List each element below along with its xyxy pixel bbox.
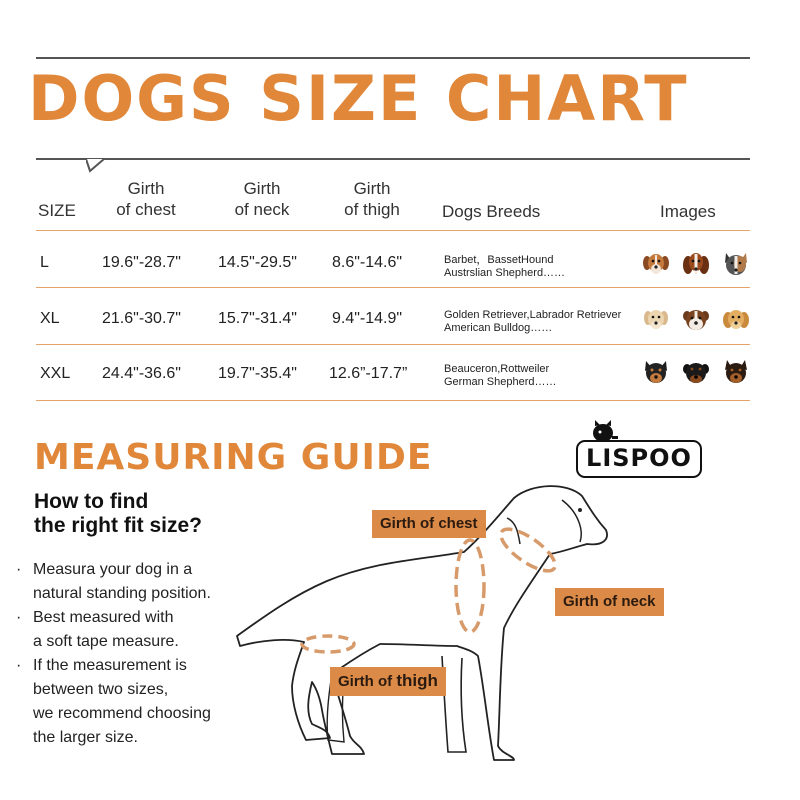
tip-item: · Best measured with a soft tape measure. bbox=[14, 606, 274, 654]
cell-breeds: Golden Retriever,Labrador Retriever American Bulldog…… bbox=[444, 309, 622, 334]
cell-thigh: 9.4"-14.9" bbox=[332, 310, 403, 327]
shepherd-icon bbox=[722, 250, 750, 278]
cell-thigh: 8.6"-14.6" bbox=[332, 254, 403, 271]
spaniel-icon bbox=[682, 250, 710, 278]
cell-neck: 14.5"-29.5" bbox=[218, 254, 297, 271]
bulldog-icon bbox=[682, 306, 710, 334]
cell-size: XL bbox=[40, 310, 60, 327]
title-bottom-rule bbox=[36, 158, 750, 160]
cell-size: L bbox=[40, 254, 49, 271]
header-chest: Girth of chest bbox=[116, 179, 176, 219]
neck-label: Girth of neck bbox=[555, 588, 664, 616]
cell-thigh: 12.6”-17.7” bbox=[329, 365, 408, 382]
header-breeds: Dogs Breeds bbox=[442, 202, 541, 221]
cell-chest: 21.6"-30.7" bbox=[102, 310, 181, 327]
german-shepherd-icon bbox=[722, 358, 750, 386]
bullet: · bbox=[16, 657, 22, 674]
guide-subtitle: How to find the right fit size? bbox=[34, 490, 202, 537]
header-thigh: Girth of thigh bbox=[344, 179, 400, 219]
header-neck: Girth of neck bbox=[234, 179, 290, 219]
brand-logo: LISPOO bbox=[576, 440, 702, 478]
header-images: Images bbox=[660, 202, 716, 221]
table-line bbox=[36, 400, 750, 401]
header-size: SIZE bbox=[38, 201, 76, 220]
speech-notch-icon bbox=[86, 158, 116, 174]
beagle-icon bbox=[642, 250, 670, 278]
table-line bbox=[36, 344, 750, 345]
table-line bbox=[36, 287, 750, 288]
bullet: · bbox=[16, 561, 22, 578]
golden-retriever-icon bbox=[722, 306, 750, 334]
cell-chest: 19.6"-28.7" bbox=[102, 254, 181, 271]
thigh-word: thigh bbox=[396, 671, 438, 690]
chest-label: Girth of chest bbox=[372, 510, 486, 538]
tip-item: · If the measurement is between two sizes, we recommend choosing the larger size. bbox=[14, 654, 274, 750]
page-title: DOGS SIZE CHART bbox=[28, 62, 689, 135]
tip-item: · Measura your dog in a natural standing position. bbox=[14, 558, 274, 606]
guide-title: MEASURING GUIDE bbox=[34, 437, 433, 478]
beauceron-icon bbox=[642, 358, 670, 386]
cell-breeds: Barbet，BassetHound Austrslian Shepherd…… bbox=[444, 254, 566, 279]
thigh-label: Girth of thigh bbox=[330, 667, 446, 696]
bullet: · bbox=[16, 609, 22, 626]
labrador-icon bbox=[642, 306, 670, 334]
cell-breeds: Beauceron,Rottweiler German Shepherd…… bbox=[444, 363, 557, 388]
cell-chest: 24.4"-36.6" bbox=[102, 365, 181, 382]
cell-neck: 19.7"-35.4" bbox=[218, 365, 297, 382]
cell-size: XXL bbox=[40, 365, 71, 382]
table-line bbox=[36, 230, 750, 231]
cell-neck: 15.7"-31.4" bbox=[218, 310, 297, 327]
top-rule bbox=[36, 57, 750, 59]
rottweiler-icon bbox=[682, 358, 710, 386]
